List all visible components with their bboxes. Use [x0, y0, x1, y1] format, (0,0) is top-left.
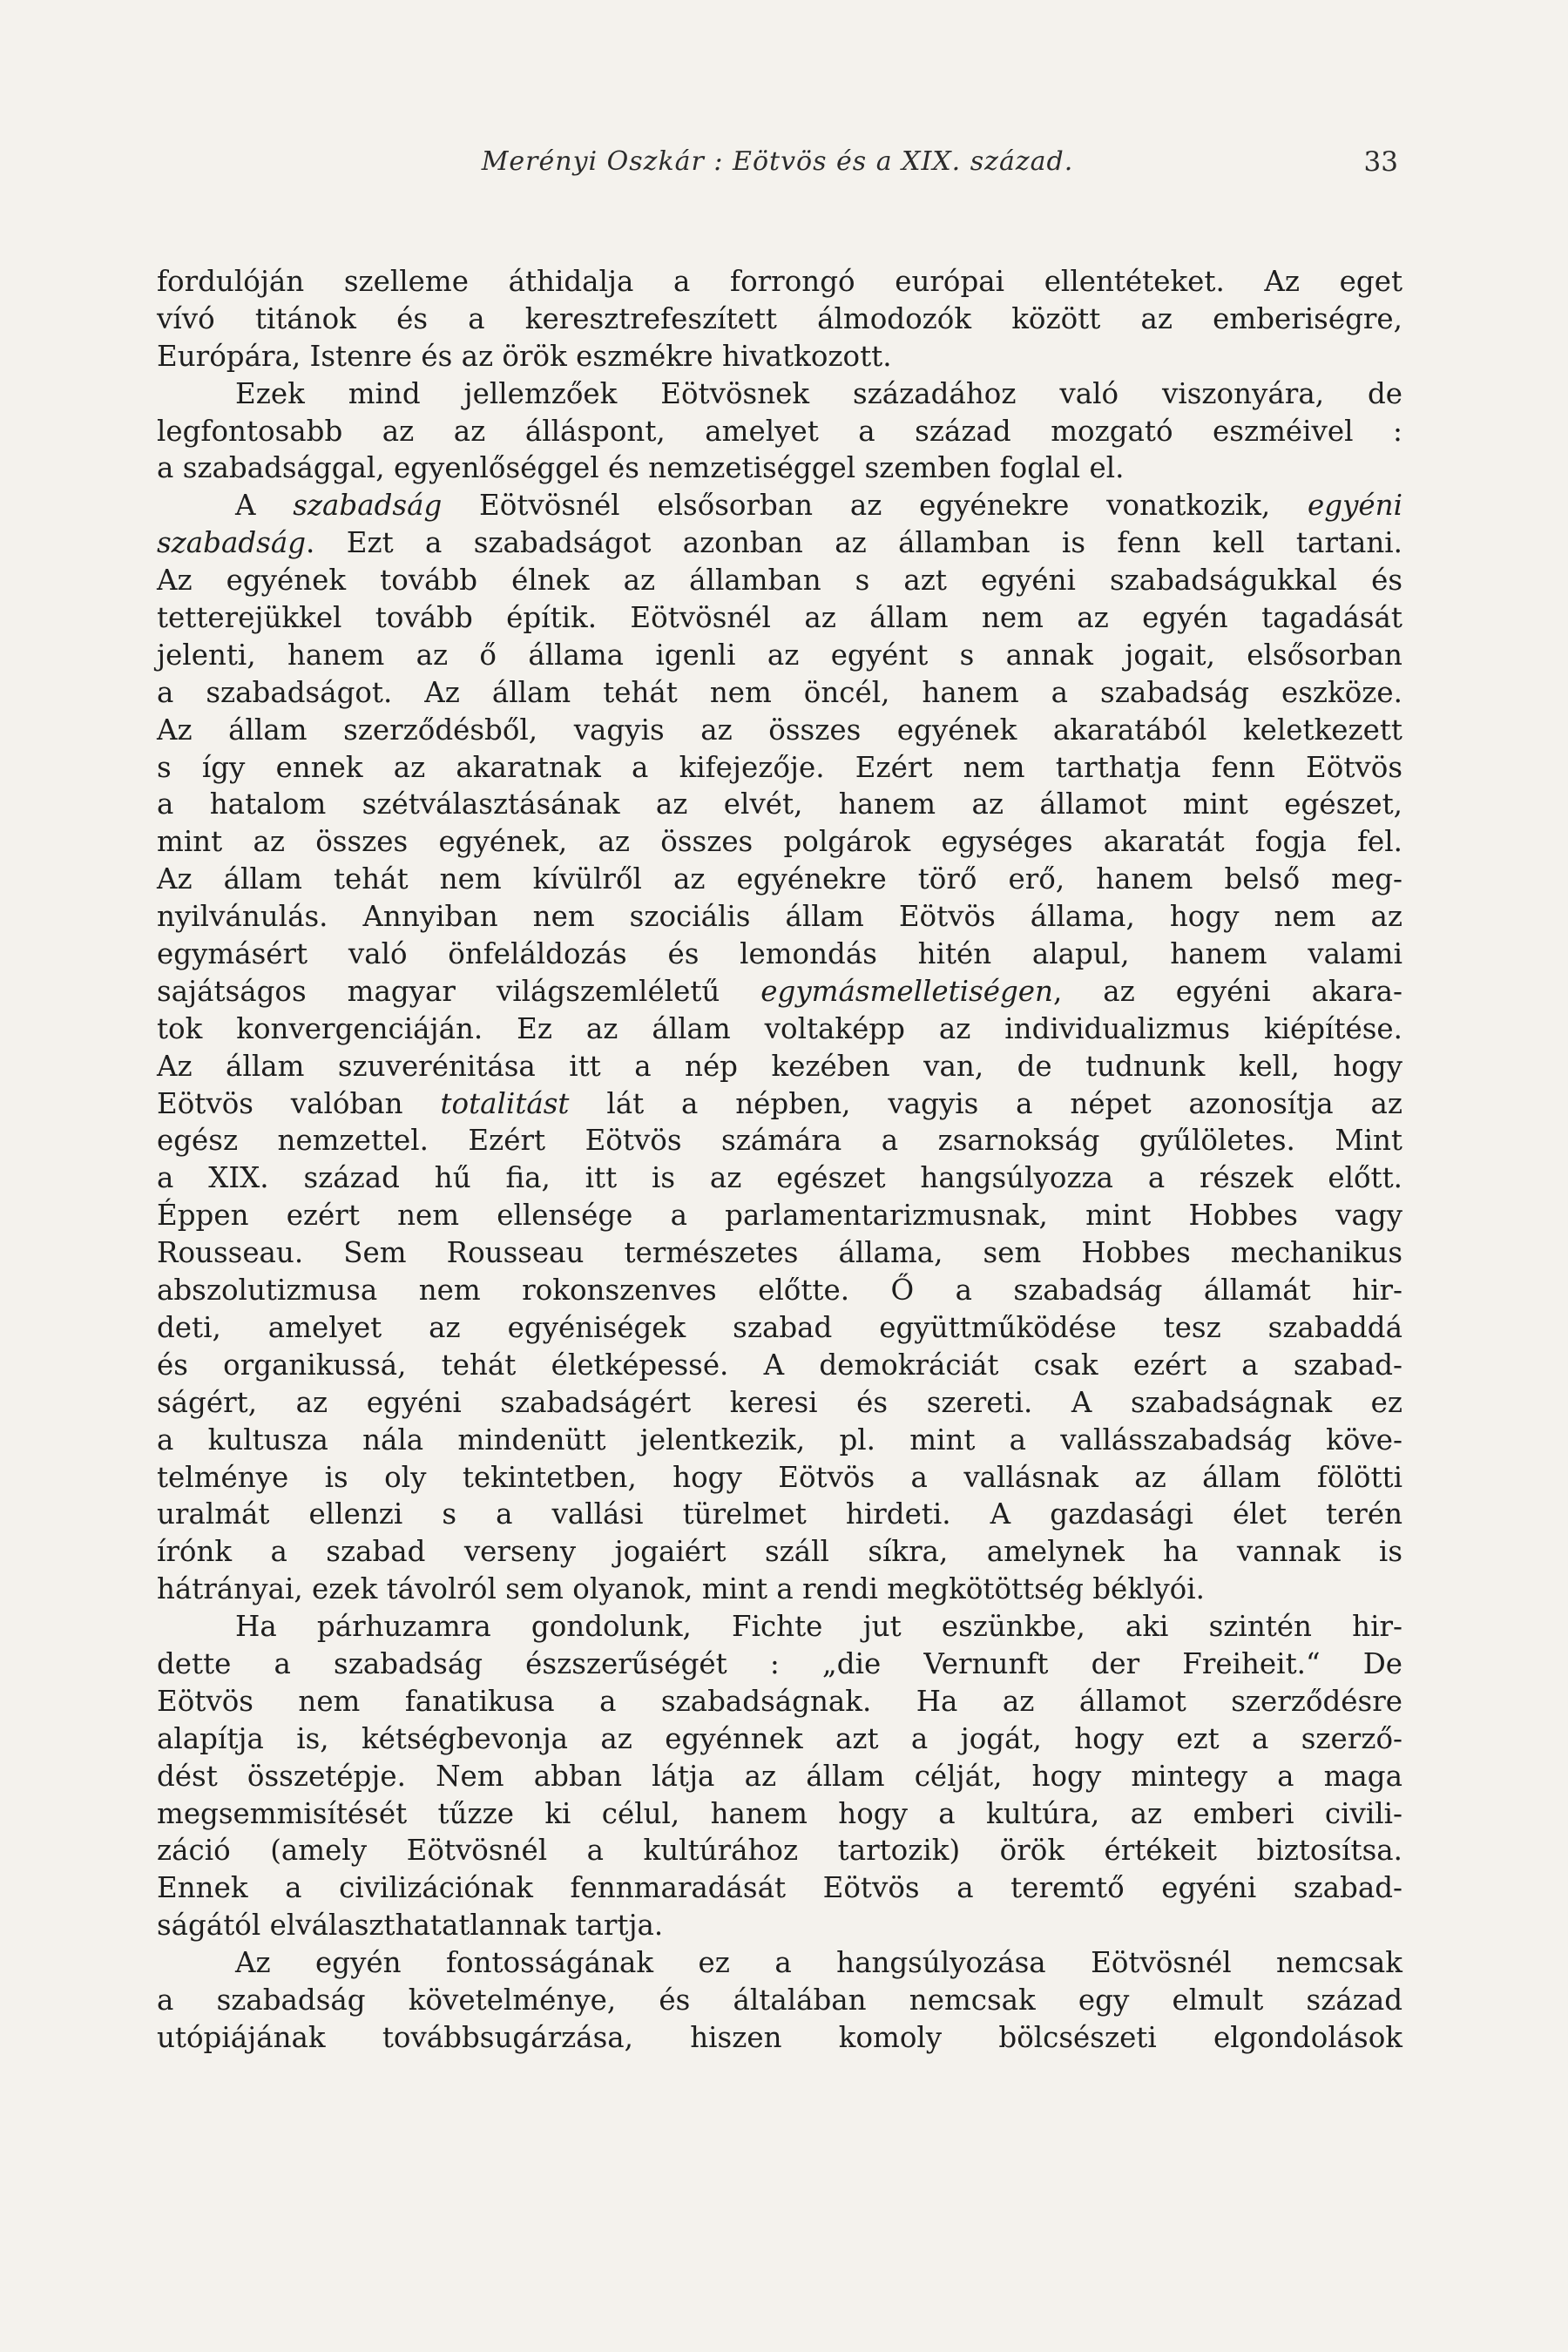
text-line: a szabadság követelménye, és általában nemcsak egy elmult század: [157, 1983, 1402, 2017]
page-number: 33: [1363, 146, 1398, 178]
text-line: nyilvánulás. Annyiban nem szociális állam Eötvös állama, hogy nem az: [157, 900, 1402, 934]
text-line: jelenti, hanem az ő állama igenli az egyént s annak jogait, elsősorban: [157, 638, 1402, 672]
text-line: Eötvös nem fanatikusa a szabadságnak. Ha az államot szerződésre: [157, 1684, 1402, 1718]
text-line: dést összetépje. Nem abban látja az állam célját, hogy mintegy a maga: [157, 1759, 1402, 1793]
text-line: a hatalom szétválasztásának az elvét, hanem az államot mint egészet,: [157, 787, 1402, 821]
text-line: egész nemzettel. Ezért Eötvös számára a zsarnokság gyűlöletes. Mint: [157, 1124, 1402, 1158]
text-line: Az állam tehát nem kívülről az egyénekre törő erő, hanem belső meg-: [157, 862, 1402, 896]
text-line: megsemmisítését tűzze ki célul, hanem hogy a kultúra, az emberi civili-: [157, 1796, 1402, 1830]
emphasis: totalitást: [440, 1086, 570, 1120]
text-line: deti, amelyet az egyéniségek szabad együttműködése tesz szabaddá: [157, 1310, 1402, 1344]
text-line: legfontosabb az az álláspont, amelyet a század mozgató eszméivel :: [157, 414, 1402, 448]
text-line: abszolutizmusa nem rokonszenves előtte. Ő a szabadság államát hir-: [157, 1274, 1402, 1308]
text-line: tok konvergenciáján. Ez az állam voltaképp az individualizmus kiépítése.: [157, 1011, 1402, 1045]
running-head: [157, 146, 1398, 190]
text-line: és organikussá, tehát életképessé. A demokráciát csak ezért a szabad-: [157, 1348, 1402, 1382]
text-line: a szabadsággal, egyenlőséggel és nemzetiséggel szemben foglal el.: [157, 451, 1125, 485]
paragraph-start-line: A szabadság Eötvösnél elsősorban az egyénekre vonatkozik, egyéni: [235, 489, 1402, 523]
text-line: telménye is oly tekintetben, hogy Eötvös a vallásnak az állam fölötti: [157, 1460, 1402, 1494]
text-line: Európára, Istenre és az örök eszmékre hivatkozott.: [157, 339, 892, 373]
text-line: ságért, az egyéni szabadságért keresi és szereti. A szabadságnak ez: [157, 1385, 1402, 1419]
text-line: egymásért való önfeláldozás és lemondás hitén alapul, hanem valami: [157, 937, 1402, 971]
body-text: [157, 263, 1402, 2057]
text-line: Eötvös valóban totalitást lát a népben, vagyis a népet azonosítja az: [157, 1086, 1402, 1120]
text-line: Az egyének tovább élnek az államban s azt egyéni szabadságukkal és: [157, 564, 1402, 598]
paragraph-start-line: Az egyén fontosságának ez a hangsúlyozása Eötvösnél nemcsak: [235, 1946, 1402, 1980]
text-line: ságától elválaszthatatlannak tartja.: [157, 1909, 664, 1943]
text-line: tetterejükkel tovább építik. Eötvösnél az állam nem az egyén tagadását: [157, 601, 1402, 635]
emphasis: egyéni: [1308, 489, 1402, 523]
text-line: Ennek a civilizációnak fennmaradását Eötvös a teremtő egyéni szabad-: [157, 1871, 1402, 1905]
text-line: írónk a szabad verseny jogaiért száll síkra, amelynek ha vannak is: [157, 1535, 1402, 1569]
text-line: uralmát ellenzi s a vallási türelmet hirdeti. A gazdasági élet terén: [157, 1497, 1402, 1531]
paragraph-start-line: Ezek mind jellemzőek Eötvösnek századához való viszonyára, de: [235, 376, 1402, 410]
text-line: s így ennek az akaratnak a kifejezője. Ezért nem tarthatja fenn Eötvös: [157, 750, 1402, 784]
text-line: záció (amely Eötvösnél a kultúrához tartozik) örök értékeit biztosítsa.: [157, 1834, 1402, 1868]
text-line: Az állam szerződésből, vagyis az összes egyének akaratából keletkezett: [157, 713, 1402, 747]
running-head-title: Merényi Oszkár : Eötvös és a XIX. század.: [481, 146, 1074, 177]
text-line: szabadság. Ezt a szabadságot azonban az államban is fenn kell tartani.: [157, 526, 1402, 560]
text-line: alapítja is, kétségbevonja az egyénnek azt a jogát, hogy ezt a szerző-: [157, 1721, 1402, 1755]
text-line: a szabadságot. Az állam tehát nem öncél, hanem a szabadság eszköze.: [157, 675, 1402, 709]
text-line: mint az összes egyének, az összes polgárok egységes akaratát fogja fel.: [157, 825, 1402, 859]
emphasis: egymásmelletiségen: [760, 974, 1053, 1008]
emphasis: szabadság: [157, 526, 307, 560]
text-line: sajátságos magyar világszemléletű egymásmelletiségen, az egyéni akara-: [157, 974, 1402, 1008]
paragraph-start-line: Ha párhuzamra gondolunk, Fichte jut eszünkbe, aki szintén hir-: [235, 1610, 1402, 1644]
text-line: vívó titánok és a keresztrefeszített álmodozók között az emberiségre,: [157, 301, 1402, 335]
text-line: Éppen ezért nem ellensége a parlamentarizmusnak, mint Hobbes vagy: [157, 1199, 1402, 1233]
text-line: dette a szabadság észszerűségét : „die Vernunft der Freiheit.“ De: [157, 1646, 1402, 1680]
text-line: fordulóján szelleme áthidalja a forrongó európai ellentéteket. Az eget: [157, 265, 1402, 298]
text-line: Az állam szuverénitása itt a nép kezében van, de tudnunk kell, hogy: [157, 1049, 1402, 1083]
text-line: utópiájának továbbsugárzása, hiszen komoly bölcsészeti elgondolások: [157, 2020, 1402, 2054]
text-line: hátrányai, ezek távolról sem olyanok, mint a rendi megkötöttség béklyói.: [157, 1572, 1205, 1606]
text-line: Rousseau. Sem Rousseau természetes állama, sem Hobbes mechanikus: [157, 1236, 1402, 1270]
text-line: a XIX. század hű fia, itt is az egészet hangsúlyozza a részek előtt.: [157, 1161, 1402, 1195]
emphasis: szabadság: [293, 489, 443, 523]
text-line: a kultusza nála mindenütt jelentkezik, pl. mint a vallásszabadság köve-: [157, 1423, 1402, 1456]
